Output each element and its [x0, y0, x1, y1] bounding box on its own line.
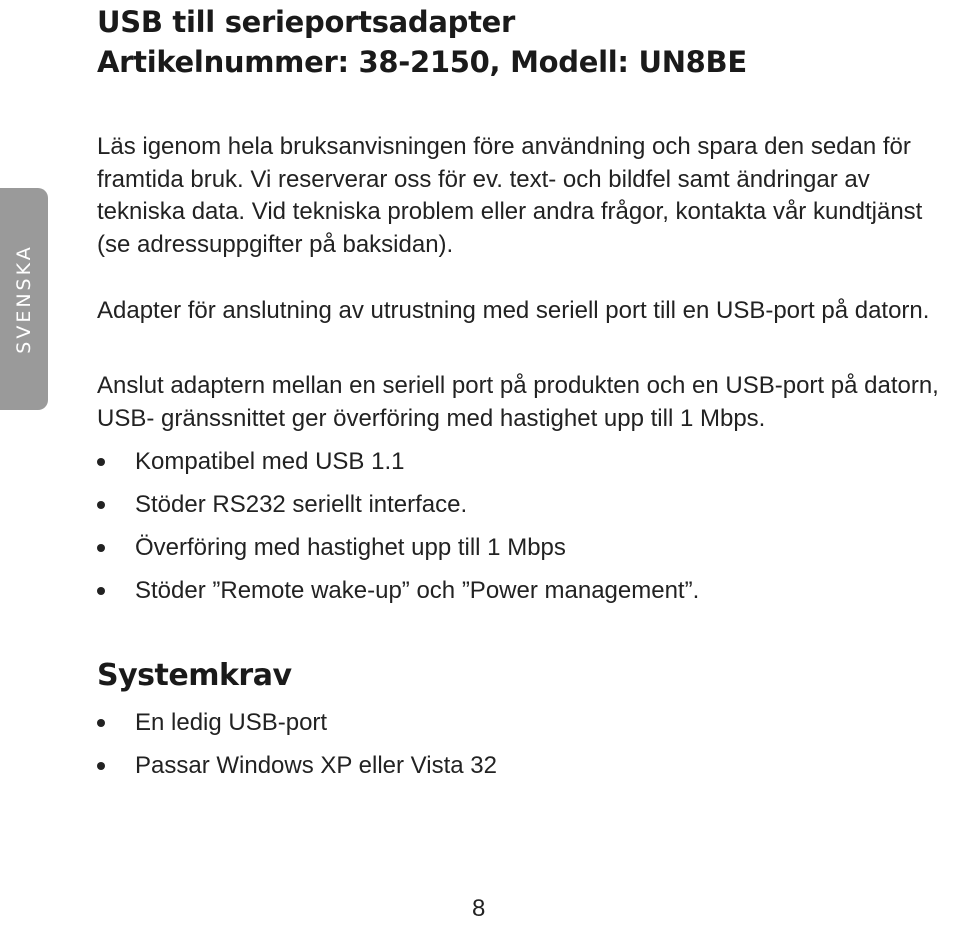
intro-paragraph: Läs igenom hela bruksanvisningen före användning och spara den sedan för framtida bruk. Vi reserverar oss för ev. text- och bildfel samt ändringar av tekniska data. Vid tekniska problem eller andra frågor, kontakta vår kundtjänst (se adressuppgifter på baksidan). — [97, 133, 923, 258]
system-requirements-heading: Systemkrav — [97, 658, 292, 693]
bullet-icon — [97, 501, 105, 509]
language-tab-label: SVENSKA — [13, 244, 35, 354]
language-side-tab — [0, 188, 48, 410]
feature-list — [97, 440, 699, 612]
list-item: Stöder ”Remote wake-up” och ”Power management”. — [97, 569, 699, 612]
list-item: Stöder RS232 seriellt interface. — [97, 483, 699, 526]
page-number: 8 — [472, 895, 486, 922]
bullet-icon — [97, 544, 105, 552]
bullet-icon — [97, 762, 105, 770]
list-item: Överföring med hastighet upp till 1 Mbps — [97, 526, 699, 569]
bullet-icon — [97, 719, 105, 727]
list-item: Passar Windows XP eller Vista 32 — [97, 744, 497, 787]
list-item: Kompatibel med USB 1.1 — [97, 440, 699, 483]
bullet-icon — [97, 587, 105, 595]
bullet-icon — [97, 458, 105, 466]
page-title — [97, 2, 747, 82]
product-title: USB till serieportsadapter — [97, 5, 516, 39]
article-model-line: Artikelnummer: 38-2150, Modell: UN8BE — [97, 45, 747, 79]
connection-paragraph: Anslut adaptern mellan en seriell port på produkten och en USB-port på datorn, USB- gränssnittet ger överföring med hastighet upp till 1 Mbps. — [97, 372, 939, 432]
system-requirements-list — [97, 701, 497, 787]
description-paragraph: Adapter för anslutning av utrustning med seriell port till en USB-port på datorn. — [97, 297, 930, 324]
list-item: En ledig USB-port — [97, 701, 497, 744]
